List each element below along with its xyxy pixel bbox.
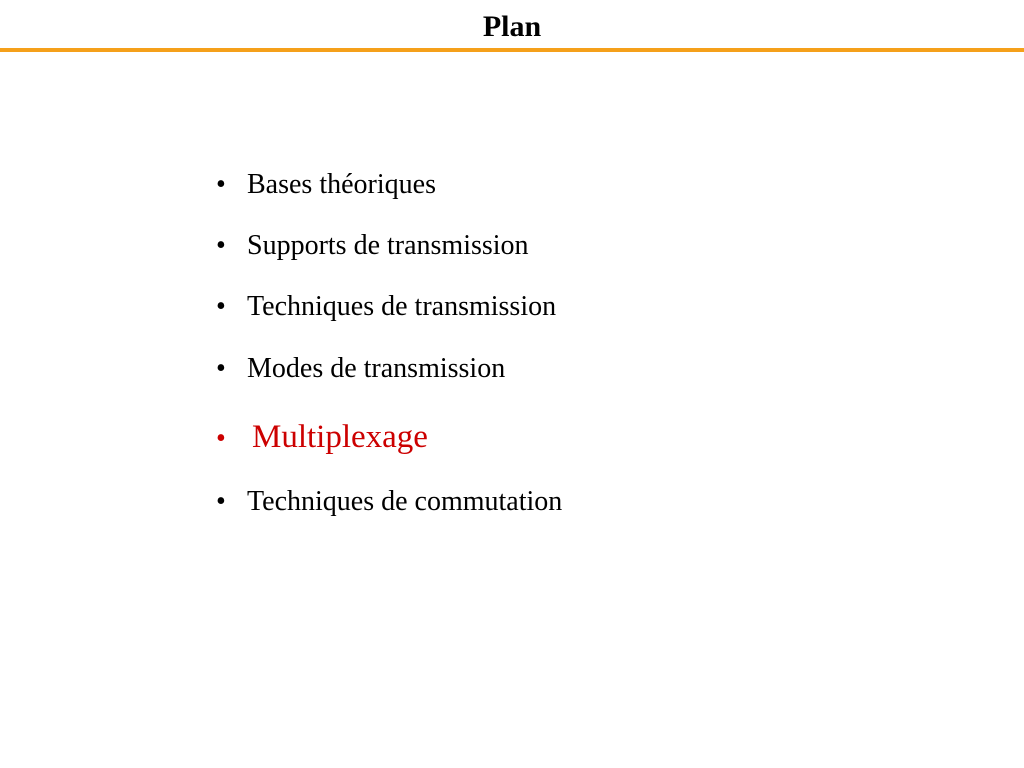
- outline-item-techniques-de-commutation: [216, 485, 562, 519]
- outline-item-supports-de-transmission: [216, 229, 529, 263]
- bullet-icon: •: [216, 169, 226, 200]
- slide-title: Plan: [482, 10, 542, 43]
- bullet-icon: •: [216, 230, 226, 261]
- title-underline: [0, 48, 1024, 52]
- outline-item-bases-theoriques: [216, 168, 436, 202]
- outline-item-multiplexage: [216, 417, 428, 459]
- outline-item-modes-de-transmission: [216, 352, 505, 386]
- outline-item-label: Techniques de commutation: [247, 486, 563, 517]
- bullet-icon: •: [216, 423, 226, 454]
- bullet-icon: •: [216, 291, 226, 322]
- bullet-icon: •: [216, 486, 226, 517]
- outline-item-label: Multiplexage: [252, 419, 428, 455]
- outline-item-techniques-de-transmission: [216, 290, 556, 324]
- outline-item-label: Supports de transmission: [247, 230, 529, 261]
- outline-item-label: Bases théoriques: [247, 169, 436, 200]
- outline-item-label: Modes de transmission: [247, 353, 506, 384]
- outline-item-label: Techniques de transmission: [247, 291, 557, 322]
- bullet-icon: •: [216, 353, 226, 384]
